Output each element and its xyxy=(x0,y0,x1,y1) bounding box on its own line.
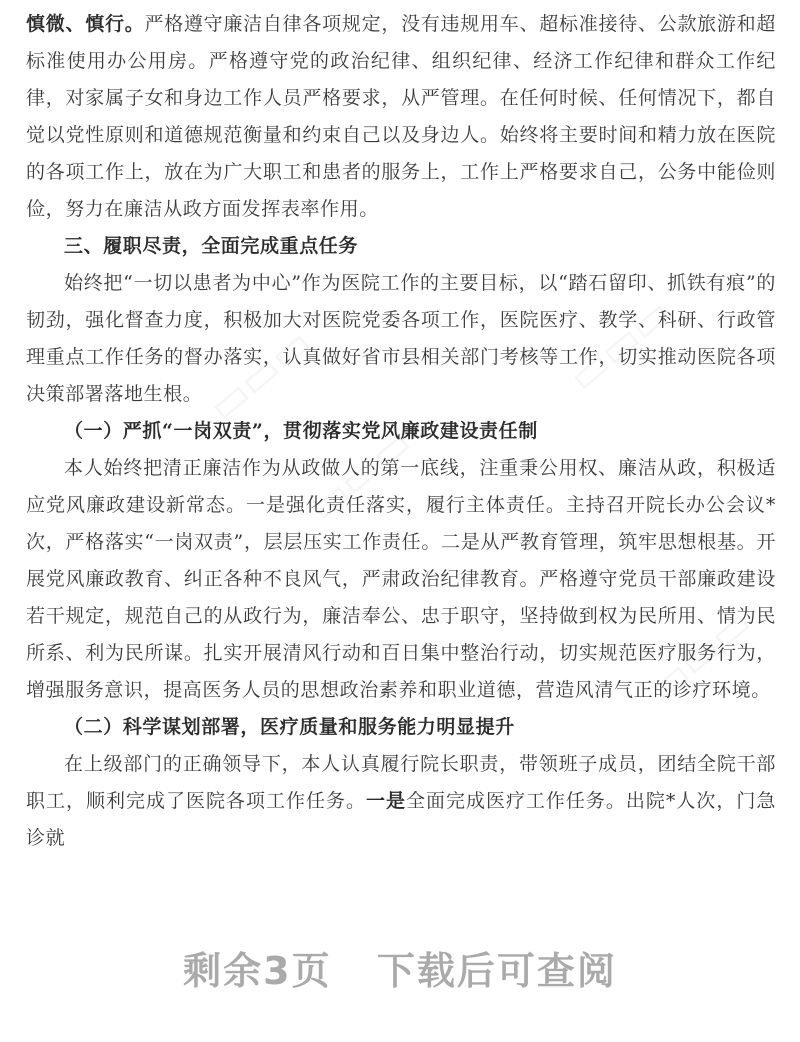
subsection-heading-2: （二）科学谋划部署，医疗质量和服务能力明显提升 xyxy=(64,716,515,738)
subsection-heading-1: （一）严抓“一岗双责”，贯彻落实党风廉政建设责任制 xyxy=(64,420,538,442)
document-body xyxy=(26,6,776,857)
paragraph-text: 在上级部门的正确领导下，本人认真履行院长职责，带领班子成员，团结全院干部职工，顺利完成了医院各项工作任务。 xyxy=(26,753,776,812)
download-hint-text: 下载后可查阅 xyxy=(376,949,617,993)
section-heading-3: 三、履职尽责，全面完成重点任务 xyxy=(64,235,359,257)
watermark: ▭▭▭ xyxy=(198,317,321,432)
remaining-pages-text: 剩余3页 xyxy=(183,949,332,993)
paragraph-duties: 始终把“一切以患者为中心”作为医院工作的主要目标，以“踏石留印、抓铁有痕”的韧劲，强化督查力度，积极加大对医院党委各项工作，医院医疗、教学、科研、行政管理重点工作任务的督办落实，认真做好省市县相关部门考核等工作，切实推动医院各项决策部署落地生根。 xyxy=(26,272,776,405)
remaining-pages-banner[interactable] xyxy=(0,940,800,995)
paragraph-lead-bold: 慎微、慎行。 xyxy=(26,13,145,35)
watermark: ▭▭▭ xyxy=(558,287,681,402)
watermark: ▭▭▭ xyxy=(638,597,761,712)
paragraph-responsibility: 本人始终把清正廉洁作为从政做人的第一底线，注重秉公用权、廉洁从政，积极适应党风廉政建设新常态。一是强化责任落实，履行主体责任。主持召开院长办公会议*次，严格落实“一岗双责”，层层压实工作责任。二是从严教育管理，筑牢思想根基。开展党风廉政教育、纠正各种不良风气，严肃政治纪律教育。严格遵守党员干部廉政建设若干规定，规范自己的从政行为，廉洁奉公、忠于职守，坚持做到权为民所用、情为民所系、利为民所谋。扎实开展清风行动和百日集中整治行动，切实规范医疗服务行为，增强服务意识，提高医务人员的思想政治素养和职业道德，营造风清气正的诊疗环境。 xyxy=(26,457,776,701)
paragraph-integrity xyxy=(26,6,776,228)
watermark: ▭▭▭ xyxy=(298,417,421,532)
paragraph-inline-bold: 一是 xyxy=(365,790,406,812)
paragraph-text: 全面完成医疗工作任务。出院*人次，门急诊就 xyxy=(26,790,776,849)
paragraph-medical-quality xyxy=(26,746,776,857)
paragraph-text: 严格遵守廉洁自律各项规定，没有违规用车、超标准接待、公款旅游和超标准使用办公用房。严格遵守党的政治纪律、组织纪律、经济工作纪律和群众工作纪律，对家属子女和身边工作人员严格要求，从严管理。在任何时候、任何情况下，都自觉以党性原则和道德规范衡量和约束自己以及身边人。始终将主要时间和精力放在医院的各项工作上，放在为广大职工和患者的服务上，工作上严格要求自己，公务中能俭则俭，努力在廉洁从政方面发挥表率作用。 xyxy=(26,13,777,220)
